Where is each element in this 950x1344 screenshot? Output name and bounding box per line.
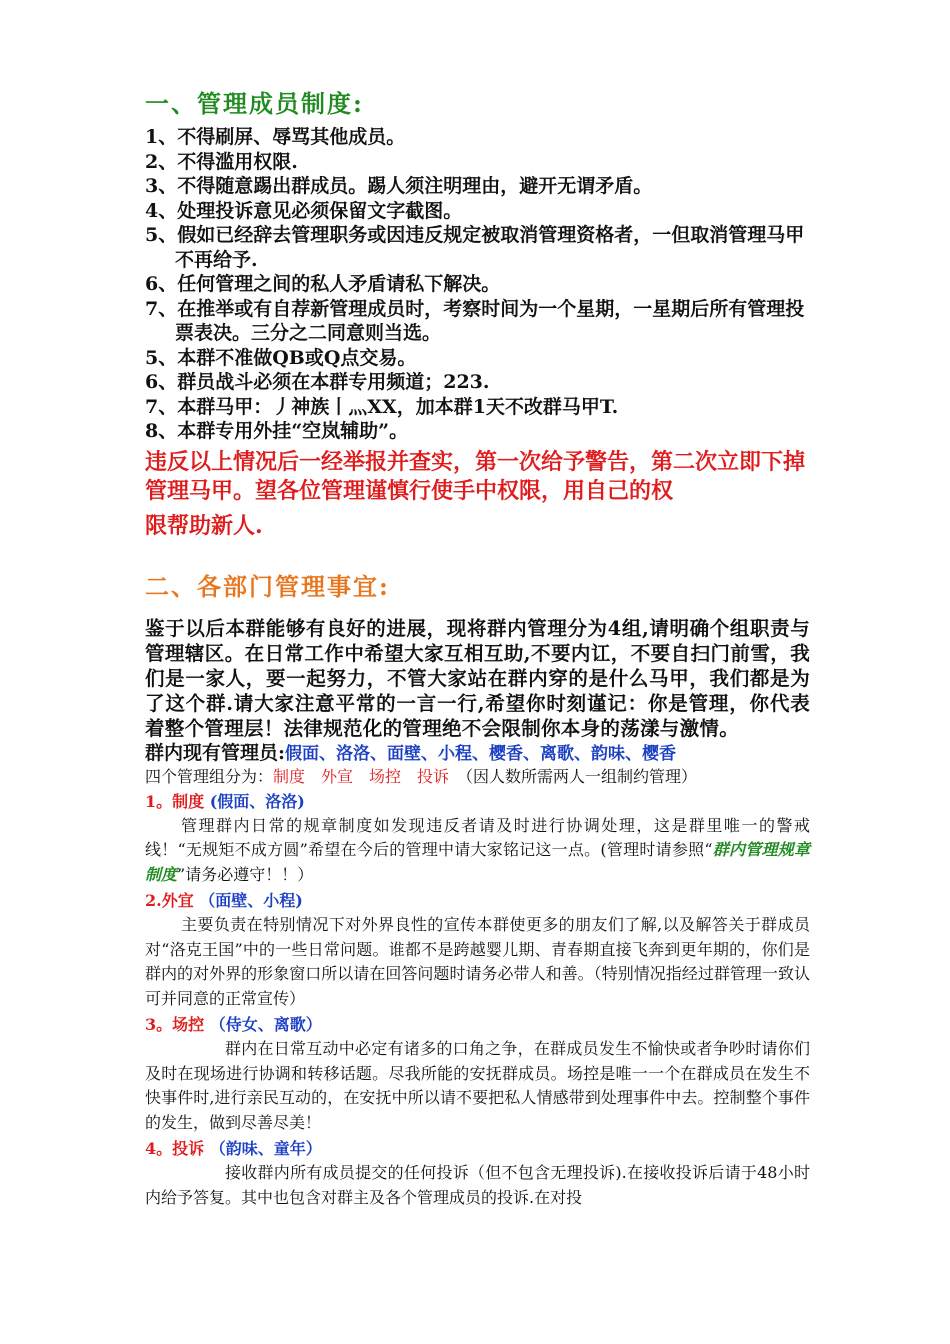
warning-text: 违反以上情况后一经举报并查实，第一次给予警告，第二次立即下掉管理马甲。望各位管理谨慎行使手中权限，用自己的权 <box>145 448 806 504</box>
rule-item: 6、群员战斗必须在本群专用频道；223. <box>145 371 490 393</box>
groups-line <box>145 766 810 788</box>
rule-item: 6、任何管理之间的私人矛盾请私下解决。 <box>145 273 501 295</box>
members-list: 假面、洛洛、面壁、小程、樱香、离歌、韵味、樱香 <box>285 743 677 764</box>
groups-note: （因人数所需两人一组制约管理） <box>465 766 698 786</box>
rule-item: 5、假如已经辞去管理职务或因违反规定被取消管理资格者，一但取消管理马甲不再给予. <box>145 224 805 271</box>
rule-item: 4、处理投诉意见必须保留文字截图。 <box>145 199 463 222</box>
subsection-title-publicity: 2.外宜 （面壁、小程) <box>145 891 303 910</box>
document-page <box>145 84 810 1210</box>
emphasis-text: 群内管理规章制度 <box>145 840 810 884</box>
subsection-body-publicity: 主要负责在特别情况下对外界良性的宣传本群使更多的朋友们了解,以及解答关于群成员对“洛克王国”中的一些日常问题。谁都不是跨越婴儿期、青春期直接飞奔到更年期的，你们是群内的对外界的形象窗口所以请在回答问题时请务必带人和善。（特别情况指经过群管理一致认可并同意的正常宣传） <box>145 915 810 1008</box>
subsection-title-rules: 1。制度 (假面、洛洛) <box>145 791 305 811</box>
subsection-body-rules: 管理群内日常的规章制度如发现违反者请及时进行协调处理，这是群里唯一的警戒线！“无规矩不成方圆”希望在今后的管理中请大家铭记这一点。(管理时请参照“群内管理规章制度”请务必遵守！！） <box>145 815 810 884</box>
rule-item: 7、在推举或有自荐新管理成员时，考察时间为一个星期，一星期后所有管理投票表决。三分之二同意则当选。 <box>145 297 805 344</box>
members-label: 群内现有管理员: <box>145 741 286 764</box>
rule-item: 2、不得滥用权限. <box>145 150 298 173</box>
groups-label: 四个管理组分为： <box>145 766 274 786</box>
section1-title: 一、管理成员制度: <box>145 89 364 118</box>
rule-item: 7、本群马甲：丿神族丨灬XX，加本群1天不改群马甲T. <box>145 395 619 418</box>
warning-text-end: 限帮助新人. <box>145 512 263 539</box>
groups-names: 制度 外宣 场控 投诉 <box>273 766 450 786</box>
rule-item: 5、本群不准做QB或Q点交易。 <box>145 346 417 369</box>
rule-item: 3、不得随意踢出群成员。踢人须注明理由，避开无谓矛盾。 <box>145 175 653 197</box>
members-line <box>145 741 810 766</box>
subsection-body-complaints: 接收群内所有成员提交的任何投诉（但不包含无理投诉).在接收投诉后请于48小时内给予答复。其中也包含对群主及各个管理成员的投诉.在对投 <box>145 1163 810 1207</box>
warning-paragraph <box>145 448 810 541</box>
subsection-title-control: 3。场控 （侍女、离歌） <box>145 1015 322 1034</box>
rule-item: 1、不得刷屏、辱骂其他成员。 <box>145 126 406 148</box>
rule-item: 8、本群专用外挂“空岚辅助”。 <box>145 420 409 442</box>
subsection-title-complaints: 4。投诉 （韵味、童年） <box>145 1139 322 1158</box>
rules-list <box>145 125 810 444</box>
subsection-body-control: 群内在日常互动中必定有诸多的口角之争，在群成员发生不愉快或者争吵时请你们及时在现场进行协调和转移话题。尽我所能的安抚群成员。场控是唯一一个在群成员在发生不快事件时,进行亲民互动的，在安抚中所以请不要把私人情感带到处理事件中去。控制整个事件的发生，做到尽善尽美！ <box>145 1039 810 1132</box>
intro-paragraph: 鉴于以后本群能够有良好的进展，现将群内管理分为4组,请明确个组职责与管理辖区。在日常工作中希望大家互相互助,不要内讧，不要自扫门前雪，我们是一家人，要一起努力，不管大家站在群内穿的是什么马甲，我们都是为了这个群.请大家注意平常的一言一行,希望你时刻谨记：你是管理，你代表着整个管理层！法律规范化的管理绝不会限制你本身的荡漾与激情。 <box>145 616 810 740</box>
section2-title: 二、各部门管理事宜: <box>145 571 390 601</box>
